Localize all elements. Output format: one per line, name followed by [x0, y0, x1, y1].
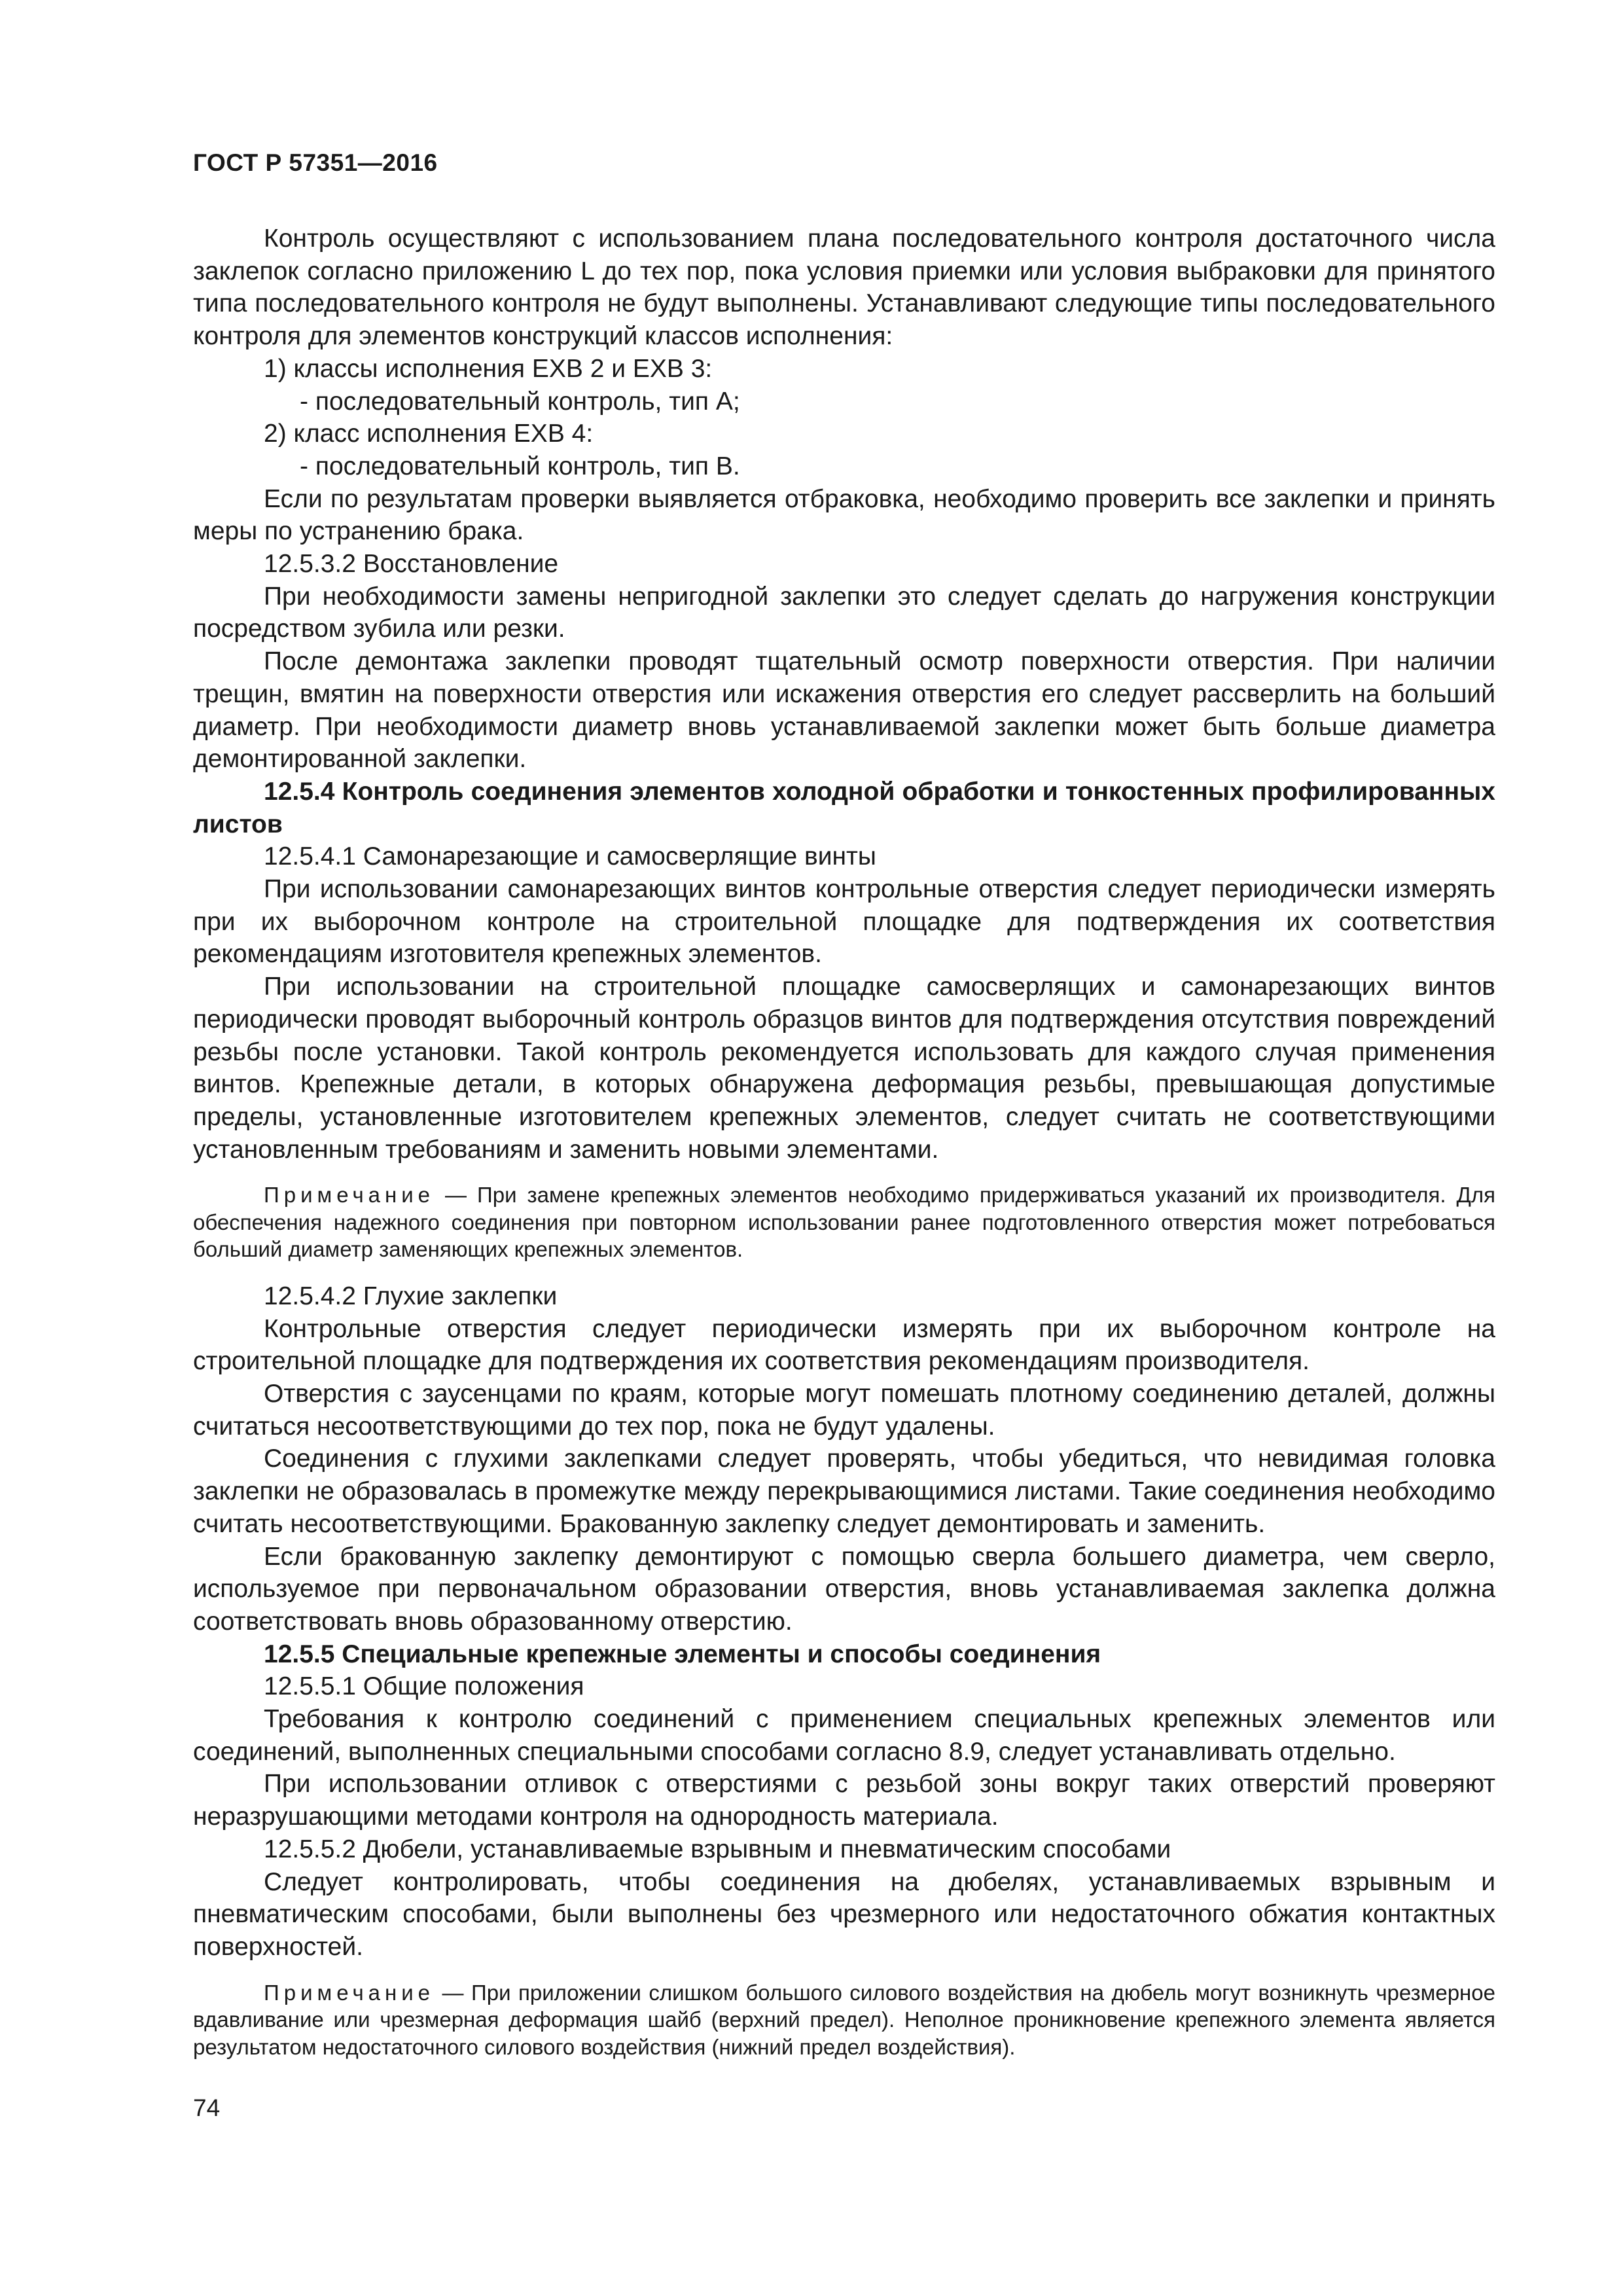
subsection-heading: 12.5.4.2 Глухие заклепки: [264, 1282, 558, 1310]
paragraph: При использовании самонарезающих винтов контрольные отверстия следует периодически измерять при их выборочном контроле на строительной площадке для подтверждения их соответствия рекомендациям изготовителя крепежных элементов.: [193, 875, 1495, 969]
list-subitem: - последовательный контроль, тип В.: [300, 452, 740, 480]
list-item: 1) классы исполнения ЕХВ 2 и ЕХВ 3:: [264, 354, 713, 383]
note-label: Примечание: [264, 1183, 435, 1208]
subsection-heading: 12.5.4.1 Самонарезающие и самосверлящие винты: [264, 842, 876, 871]
paragraph: Контроль осуществляют с использованием плана последовательного контроля достаточного числа заклепок согласно приложению L до тех пор, пока условия приемки или условия выбраковки для принятого типа последовательного контроля не будут выполнены. Устанавливают следующие типы последовательного контроля для элементов конструкций классов исполнения:: [193, 224, 1495, 351]
note-text: — При замене крепежных элементов необходимо придерживаться указаний их производителя. Для обеспечения надежного соединения при повторном использовании ранее подготовленного отверстия может потребоваться больший диаметр заменяющих крепежных элементов.: [193, 1183, 1495, 1262]
document-body: [193, 223, 1495, 2077]
note: [193, 1181, 1495, 1263]
paragraph: Если бракованную заклепку демонтируют с помощью сверла большего диаметра, чем сверло, используемое при первоначальном образовании отверстия, вновь устанавливаемая заклепка должна соответствовать вновь образованному отверстию.: [193, 1542, 1495, 1636]
section-heading: 12.5.5 Специальные крепежные элементы и способы соединения: [264, 1640, 1101, 1668]
paragraph: При использовании на строительной площадке самосверлящих и самонарезающих винтов периодически проводят выборочный контроль образцов винтов для подтверждения отсутствия повреждений резьбы после установки. Такой контроль рекомендуется использовать для каждого случая применения винтов. Крепежные детали, в которых обнаружена деформация резьбы, превышающая допустимые пределы, установленные изготовителем крепежных элементов, следует считать не соответствующими установленным требованиям и заменить новыми элементами.: [193, 973, 1495, 1164]
paragraph: При использовании отливок с отверстиями с резьбой зоны вокруг таких отверстий проверяют неразрушающими методами контроля на однородность материала.: [193, 1770, 1495, 1831]
list-subitem: - последовательный контроль, тип А;: [300, 387, 740, 416]
subsection-heading: 12.5.3.2 Восстановление: [264, 550, 559, 579]
paragraph: Если по результатам проверки выявляется отбраковка, необходимо проверить все заклепки и принять меры по устранению брака.: [193, 484, 1495, 546]
paragraph: Отверстия с заусенцами по краям, которые могут помешать плотному соединению деталей, должны считаться несоответствующими до тех пор, пока не будут удалены.: [193, 1380, 1495, 1441]
note: [193, 1979, 1495, 2061]
subsection-heading: 12.5.5.2 Дюбели, устанавливаемые взрывным и пневматическим способами: [264, 1835, 1171, 1863]
list-item: 2) класс исполнения ЕХВ 4:: [264, 420, 594, 448]
paragraph: Контрольные отверстия следует периодически измерять при их выборочном контроле на строительной площадке для подтверждения их соответствия рекомендациям производителя.: [193, 1314, 1495, 1376]
paragraph: При необходимости замены непригодной заклепки это следует сделать до нагружения конструкции посредством зубила или резки.: [193, 582, 1495, 643]
paragraph: Следует контролировать, чтобы соединения на дюбелях, устанавливаемых взрывным и пневматическим способами, были выполнены без чрезмерного или недостаточного обжатия контактных поверхностей.: [193, 1867, 1495, 1961]
page-number: 74: [193, 2094, 221, 2121]
paragraph: После демонтажа заклепки проводят тщательный осмотр поверхности отверстия. При наличии трещин, вмятин на поверхности отверстия или искажения отверстия его следует рассверлить на больший диаметр. При необходимости диаметр вновь устанавливаемой заклепки может быть больше диаметра демонтированной заклепки.: [193, 647, 1495, 774]
section-heading: 12.5.4 Контроль соединения элементов холодной обработки и тонкостенных профилированных листов: [193, 777, 1495, 838]
paragraph: Требования к контролю соединений с применением специальных крепежных элементов или соединений, выполненных специальными способами согласно 8.9, следует устанавливать отдельно.: [193, 1705, 1495, 1766]
note-text: — При приложении слишком большого силового воздействия на дюбель могут возникнуть чрезмерное вдавливание или чрезмерная деформация шайб (верхний предел). Неполное проникновение крепежного элемента является результатом недостаточного силового воздействия (нижний предел воздействия).: [193, 1980, 1495, 2059]
document-header: ГОСТ Р 57351—2016: [193, 149, 438, 176]
paragraph: Соединения с глухими заклепками следует проверять, чтобы убедиться, что невидимая головка заклепки не образовалась в промежутке между перекрывающимися листами. Такие соединения необходимо считать несоответствующими. Бракованную заклепку следует демонтировать и заменить.: [193, 1444, 1495, 1538]
subsection-heading: 12.5.5.1 Общие положения: [264, 1672, 584, 1701]
note-label: Примечание: [264, 1980, 435, 2005]
